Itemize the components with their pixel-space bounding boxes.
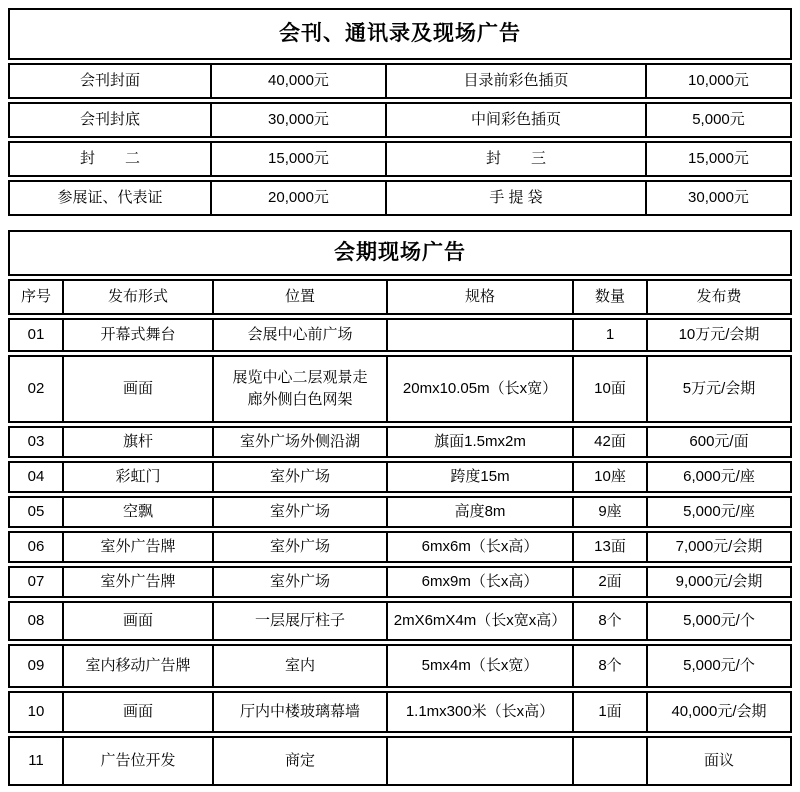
item-label: 手 提 袋 [387, 182, 647, 214]
item-label: 封 三 [387, 143, 647, 175]
cell-serial: 01 [10, 320, 64, 350]
cell-form: 广告位开发 [64, 738, 214, 784]
cell-location: 展览中心二层观景走廊外侧白色网架 [214, 357, 388, 421]
cell-fee: 5,000元/座 [683, 503, 755, 521]
table-row [8, 531, 792, 563]
cell-quantity: 9座 [574, 498, 648, 526]
publication-ads-table [8, 8, 792, 216]
cell-location: 一层展厅柱子 [214, 603, 388, 639]
cell-spec: 5mx4m（长x宽） [388, 646, 574, 686]
cell-spec: 跨度15m [388, 463, 574, 491]
cell-fee: 面议 [703, 752, 734, 770]
cell-form: 室内移动广告牌 [64, 646, 214, 686]
cell-location: 室内 [214, 646, 388, 686]
cell-spec [388, 738, 574, 784]
item-price: 5,000元 [692, 111, 745, 129]
cell-quantity: 10面 [574, 357, 648, 421]
table-row [8, 426, 792, 458]
cell-serial: 06 [10, 533, 64, 561]
cell-spec [388, 320, 574, 350]
table-row [8, 644, 792, 688]
header-form: 发布形式 [64, 281, 214, 313]
onsite-ads-title-row [8, 230, 792, 276]
cell-location: 室外广场 [214, 498, 388, 526]
item-price: 30,000元 [688, 189, 749, 207]
cell-quantity: 2面 [574, 568, 648, 596]
table-row [8, 318, 792, 352]
cell-spec: 旗面1.5mx2m [388, 428, 574, 456]
item-label: 目录前彩色插页 [387, 65, 647, 97]
cell-form: 彩虹门 [64, 463, 214, 491]
table-row [8, 180, 792, 216]
item-label: 会刊封底 [10, 104, 212, 136]
cell-form: 旗杆 [64, 428, 214, 456]
table-row [8, 566, 792, 598]
onsite-ads-table [8, 230, 792, 786]
cell-fee: 9,000元/会期 [675, 573, 763, 591]
cell-serial: 07 [10, 568, 64, 596]
cell-serial: 02 [10, 357, 64, 421]
item-label: 中间彩色插页 [387, 104, 647, 136]
cell-quantity: 1面 [574, 693, 648, 731]
cell-location: 室外广场 [214, 568, 388, 596]
cell-location: 室外广场 [214, 533, 388, 561]
item-price: 40,000元 [212, 65, 387, 97]
table-row [8, 496, 792, 528]
cell-fee: 10万元/会期 [678, 326, 760, 344]
cell-form: 画面 [64, 357, 214, 421]
cell-form: 开幕式舞台 [64, 320, 214, 350]
cell-quantity: 10座 [574, 463, 648, 491]
cell-quantity: 42面 [574, 428, 648, 456]
item-label: 会刊封面 [10, 65, 212, 97]
header-spec: 规格 [388, 281, 574, 313]
table-row [8, 102, 792, 138]
cell-serial: 10 [10, 693, 64, 731]
header-location: 位置 [214, 281, 388, 313]
cell-fee: 6,000元/座 [683, 468, 755, 486]
cell-quantity: 8个 [574, 646, 648, 686]
item-price: 30,000元 [212, 104, 387, 136]
cell-location: 室外广场 [214, 463, 388, 491]
publication-ads-title: 会刊、通讯录及现场广告 [279, 21, 521, 45]
cell-spec: 6mx6m（长x高） [388, 533, 574, 561]
cell-form: 画面 [64, 693, 214, 731]
cell-serial: 08 [10, 603, 64, 639]
cell-serial: 11 [10, 738, 64, 784]
cell-form: 空飘 [64, 498, 214, 526]
cell-fee: 5万元/会期 [682, 380, 756, 398]
cell-fee: 40,000元/会期 [671, 703, 767, 721]
cell-form: 画面 [64, 603, 214, 639]
cell-fee: 5,000元/个 [683, 657, 755, 675]
table-row [8, 141, 792, 177]
table-row [8, 601, 792, 641]
cell-fee: 5,000元/个 [683, 612, 755, 630]
cell-serial: 03 [10, 428, 64, 456]
cell-location: 会展中心前广场 [214, 320, 388, 350]
cell-quantity: 13面 [574, 533, 648, 561]
cell-form: 室外广告牌 [64, 533, 214, 561]
publication-ads-title-row [8, 8, 792, 60]
item-price: 10,000元 [688, 72, 749, 90]
item-price: 15,000元 [212, 143, 387, 175]
item-label: 参展证、代表证 [10, 182, 212, 214]
cell-serial: 05 [10, 498, 64, 526]
header-fee: 发布费 [696, 288, 742, 306]
cell-fee: 600元/面 [689, 433, 749, 451]
table-row [8, 461, 792, 493]
item-price: 20,000元 [212, 182, 387, 214]
cell-spec: 2mX6mX4m（长x宽x高） [388, 603, 574, 639]
cell-quantity: 1 [574, 320, 648, 350]
cell-quantity: 8个 [574, 603, 648, 639]
cell-spec: 20mx10.05m（长x宽） [388, 357, 574, 421]
table-row [8, 736, 792, 786]
cell-location: 商定 [214, 738, 388, 784]
item-label: 封 二 [10, 143, 212, 175]
cell-serial: 09 [10, 646, 64, 686]
cell-fee: 7,000元/会期 [675, 538, 763, 556]
onsite-ads-title: 会期现场广告 [334, 240, 466, 264]
table-header-row [8, 279, 792, 315]
cell-form: 室外广告牌 [64, 568, 214, 596]
cell-spec: 1.1mx300米（长x高） [388, 693, 574, 731]
table-row [8, 355, 792, 423]
header-serial: 序号 [10, 281, 64, 313]
cell-location: 厅内中楼玻璃幕墙 [214, 693, 388, 731]
header-quantity: 数量 [574, 281, 648, 313]
cell-spec: 6mx9m（长x高） [388, 568, 574, 596]
cell-serial: 04 [10, 463, 64, 491]
item-price: 15,000元 [688, 150, 749, 168]
cell-quantity [574, 738, 648, 784]
table-row [8, 63, 792, 99]
cell-spec: 高度8m [388, 498, 574, 526]
cell-location: 室外广场外侧沿湖 [214, 428, 388, 456]
table-row [8, 691, 792, 733]
